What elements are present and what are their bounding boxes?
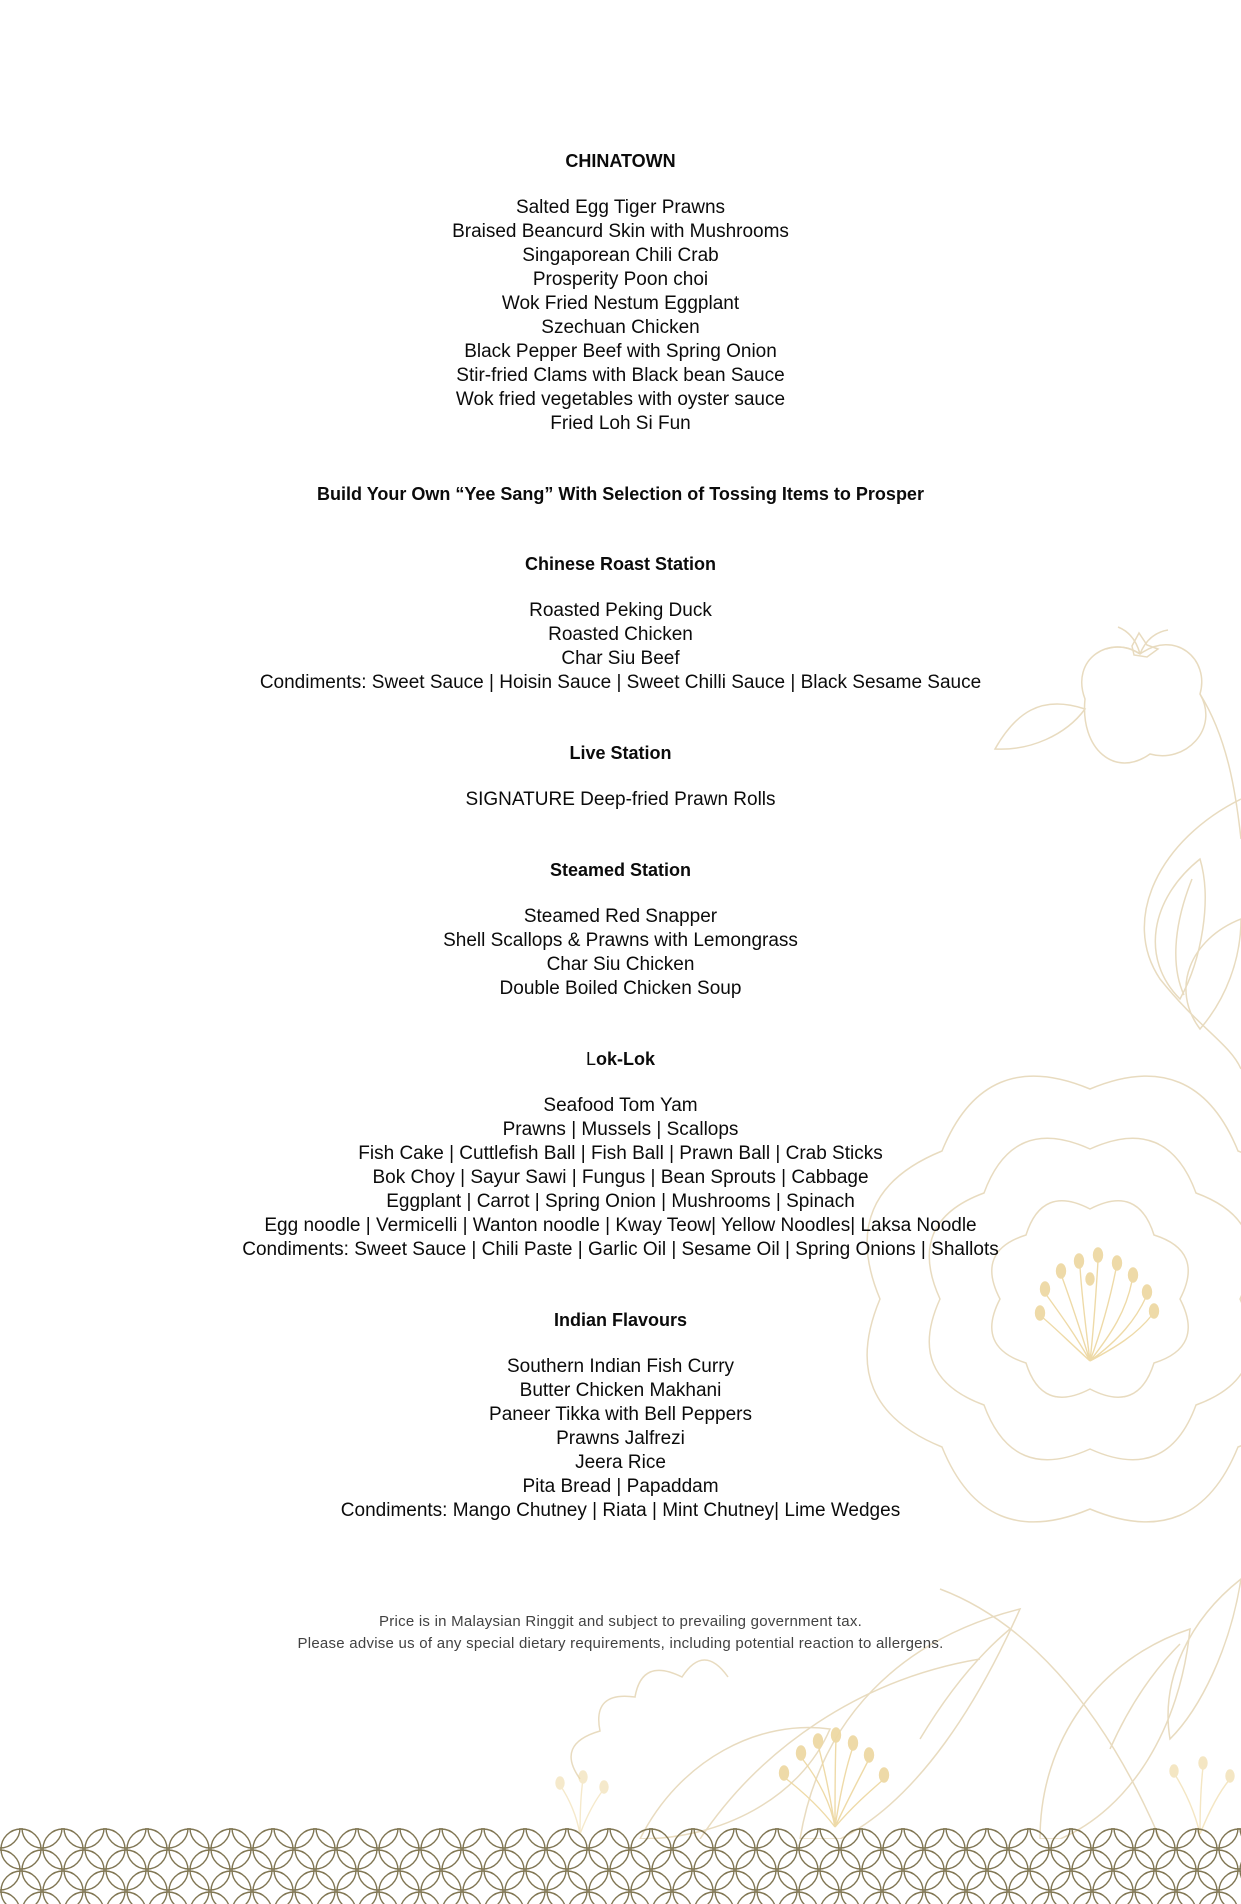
menu-item: SIGNATURE Deep-fried Prawn Rolls <box>465 789 776 810</box>
menu-item: Condiments: Sweet Sauce | Hoisin Sauce | Sweet Chilli Sauce | Black Sesame Sauce <box>259 672 982 693</box>
menu-item: Fried Loh Si Fun <box>550 413 691 434</box>
section-heading-indian-flavours: Indian Flavours <box>553 1310 688 1330</box>
section-items-live-station <box>0 788 1241 812</box>
yee-sang-banner: Build Your Own “Yee Sang” With Selection of Tossing Items to Prosper <box>317 484 924 504</box>
menu-item: Bok Choy | Sayur Sawi | Fungus | Bean Sprouts | Cabbage <box>372 1167 869 1188</box>
menu-item: Wok Fried Nestum Eggplant <box>501 293 740 314</box>
menu-item: Roasted Chicken <box>548 624 693 645</box>
menu-item: Black Pepper Beef with Spring Onion <box>464 341 777 362</box>
footer-tax-note: Price is in Malaysian Ringgit and subject to prevailing government tax. <box>379 1613 862 1630</box>
menu-item: Szechuan Chicken <box>541 317 700 338</box>
section-items-lok-lok <box>0 1094 1241 1262</box>
section-heading-lok-lok-prefix: L <box>585 1049 596 1069</box>
lattice-border-pattern-icon <box>0 1828 1241 1904</box>
section-heading-live-station: Live Station <box>569 743 672 763</box>
menu-item: Prawns Jalfrezi <box>556 1428 685 1449</box>
section-heading-steamed-station: Steamed Station <box>549 860 692 880</box>
footer-note <box>0 1611 1241 1654</box>
menu-item: Paneer Tikka with Bell Peppers <box>489 1404 752 1425</box>
menu-item: Condiments: Sweet Sauce | Chili Paste | Garlic Oil | Sesame Oil | Spring Onions | Shallots <box>242 1239 999 1260</box>
menu-item: Singaporean Chili Crab <box>522 245 719 266</box>
footer-allergen-note: Please advise us of any special dietary requirements, including potential reaction to allergens. <box>297 1634 944 1652</box>
menu-item: Southern Indian Fish Curry <box>506 1356 735 1377</box>
menu-item: Condiments: Mango Chutney | Riata | Mint Chutney| Lime Wedges <box>340 1500 901 1521</box>
menu-item: Shell Scallops & Prawns with Lemongrass <box>443 930 798 951</box>
menu-item: Braised Beancurd Skin with Mushrooms <box>452 221 789 242</box>
section-heading-chinese-roast-station: Chinese Roast Station <box>524 554 717 574</box>
menu-item: Pita Bread | Papaddam <box>522 1476 719 1497</box>
section-items-indian-flavours <box>0 1355 1241 1523</box>
menu-item: Egg noodle | Vermicelli | Wanton noodle | Kway Teow| Yellow Noodles| Laksa Noodle <box>264 1215 977 1236</box>
menu-item: Fish Cake | Cuttlefish Ball | Fish Ball | Prawn Ball | Crab Sticks <box>358 1143 883 1164</box>
section-items-chinatown <box>0 196 1241 436</box>
menu-item: Char Siu Beef <box>561 648 680 669</box>
menu-item: Wok fried vegetables with oyster sauce <box>455 389 786 410</box>
menu-item: Double Boiled Chicken Soup <box>499 978 742 999</box>
menu-item: Stir-fried Clams with Black bean Sauce <box>456 365 785 386</box>
menu-item: Steamed Red Snapper <box>523 906 718 927</box>
section-heading-lok-lok <box>0 1047 1241 1071</box>
section-heading-lok-lok-rest: ok-Lok <box>596 1049 656 1069</box>
menu-item: Salted Egg Tiger Prawns <box>515 197 726 218</box>
menu-item: Prawns | Mussels | Scallops <box>502 1119 739 1140</box>
menu-item: Prosperity Poon choi <box>532 269 709 290</box>
menu-page <box>0 149 1241 1654</box>
menu-item: Seafood Tom Yam <box>543 1095 698 1116</box>
section-items-steamed-station <box>0 905 1241 1001</box>
menu-item: Jeera Rice <box>575 1452 666 1473</box>
section-items-chinese-roast-station <box>0 599 1241 695</box>
menu-item: Butter Chicken Makhani <box>519 1380 722 1401</box>
menu-item: Roasted Peking Duck <box>529 600 712 621</box>
section-heading-chinatown: CHINATOWN <box>565 151 676 171</box>
menu-item: Char Siu Chicken <box>546 954 695 975</box>
menu-item: Eggplant | Carrot | Spring Onion | Mushrooms | Spinach <box>386 1191 855 1212</box>
